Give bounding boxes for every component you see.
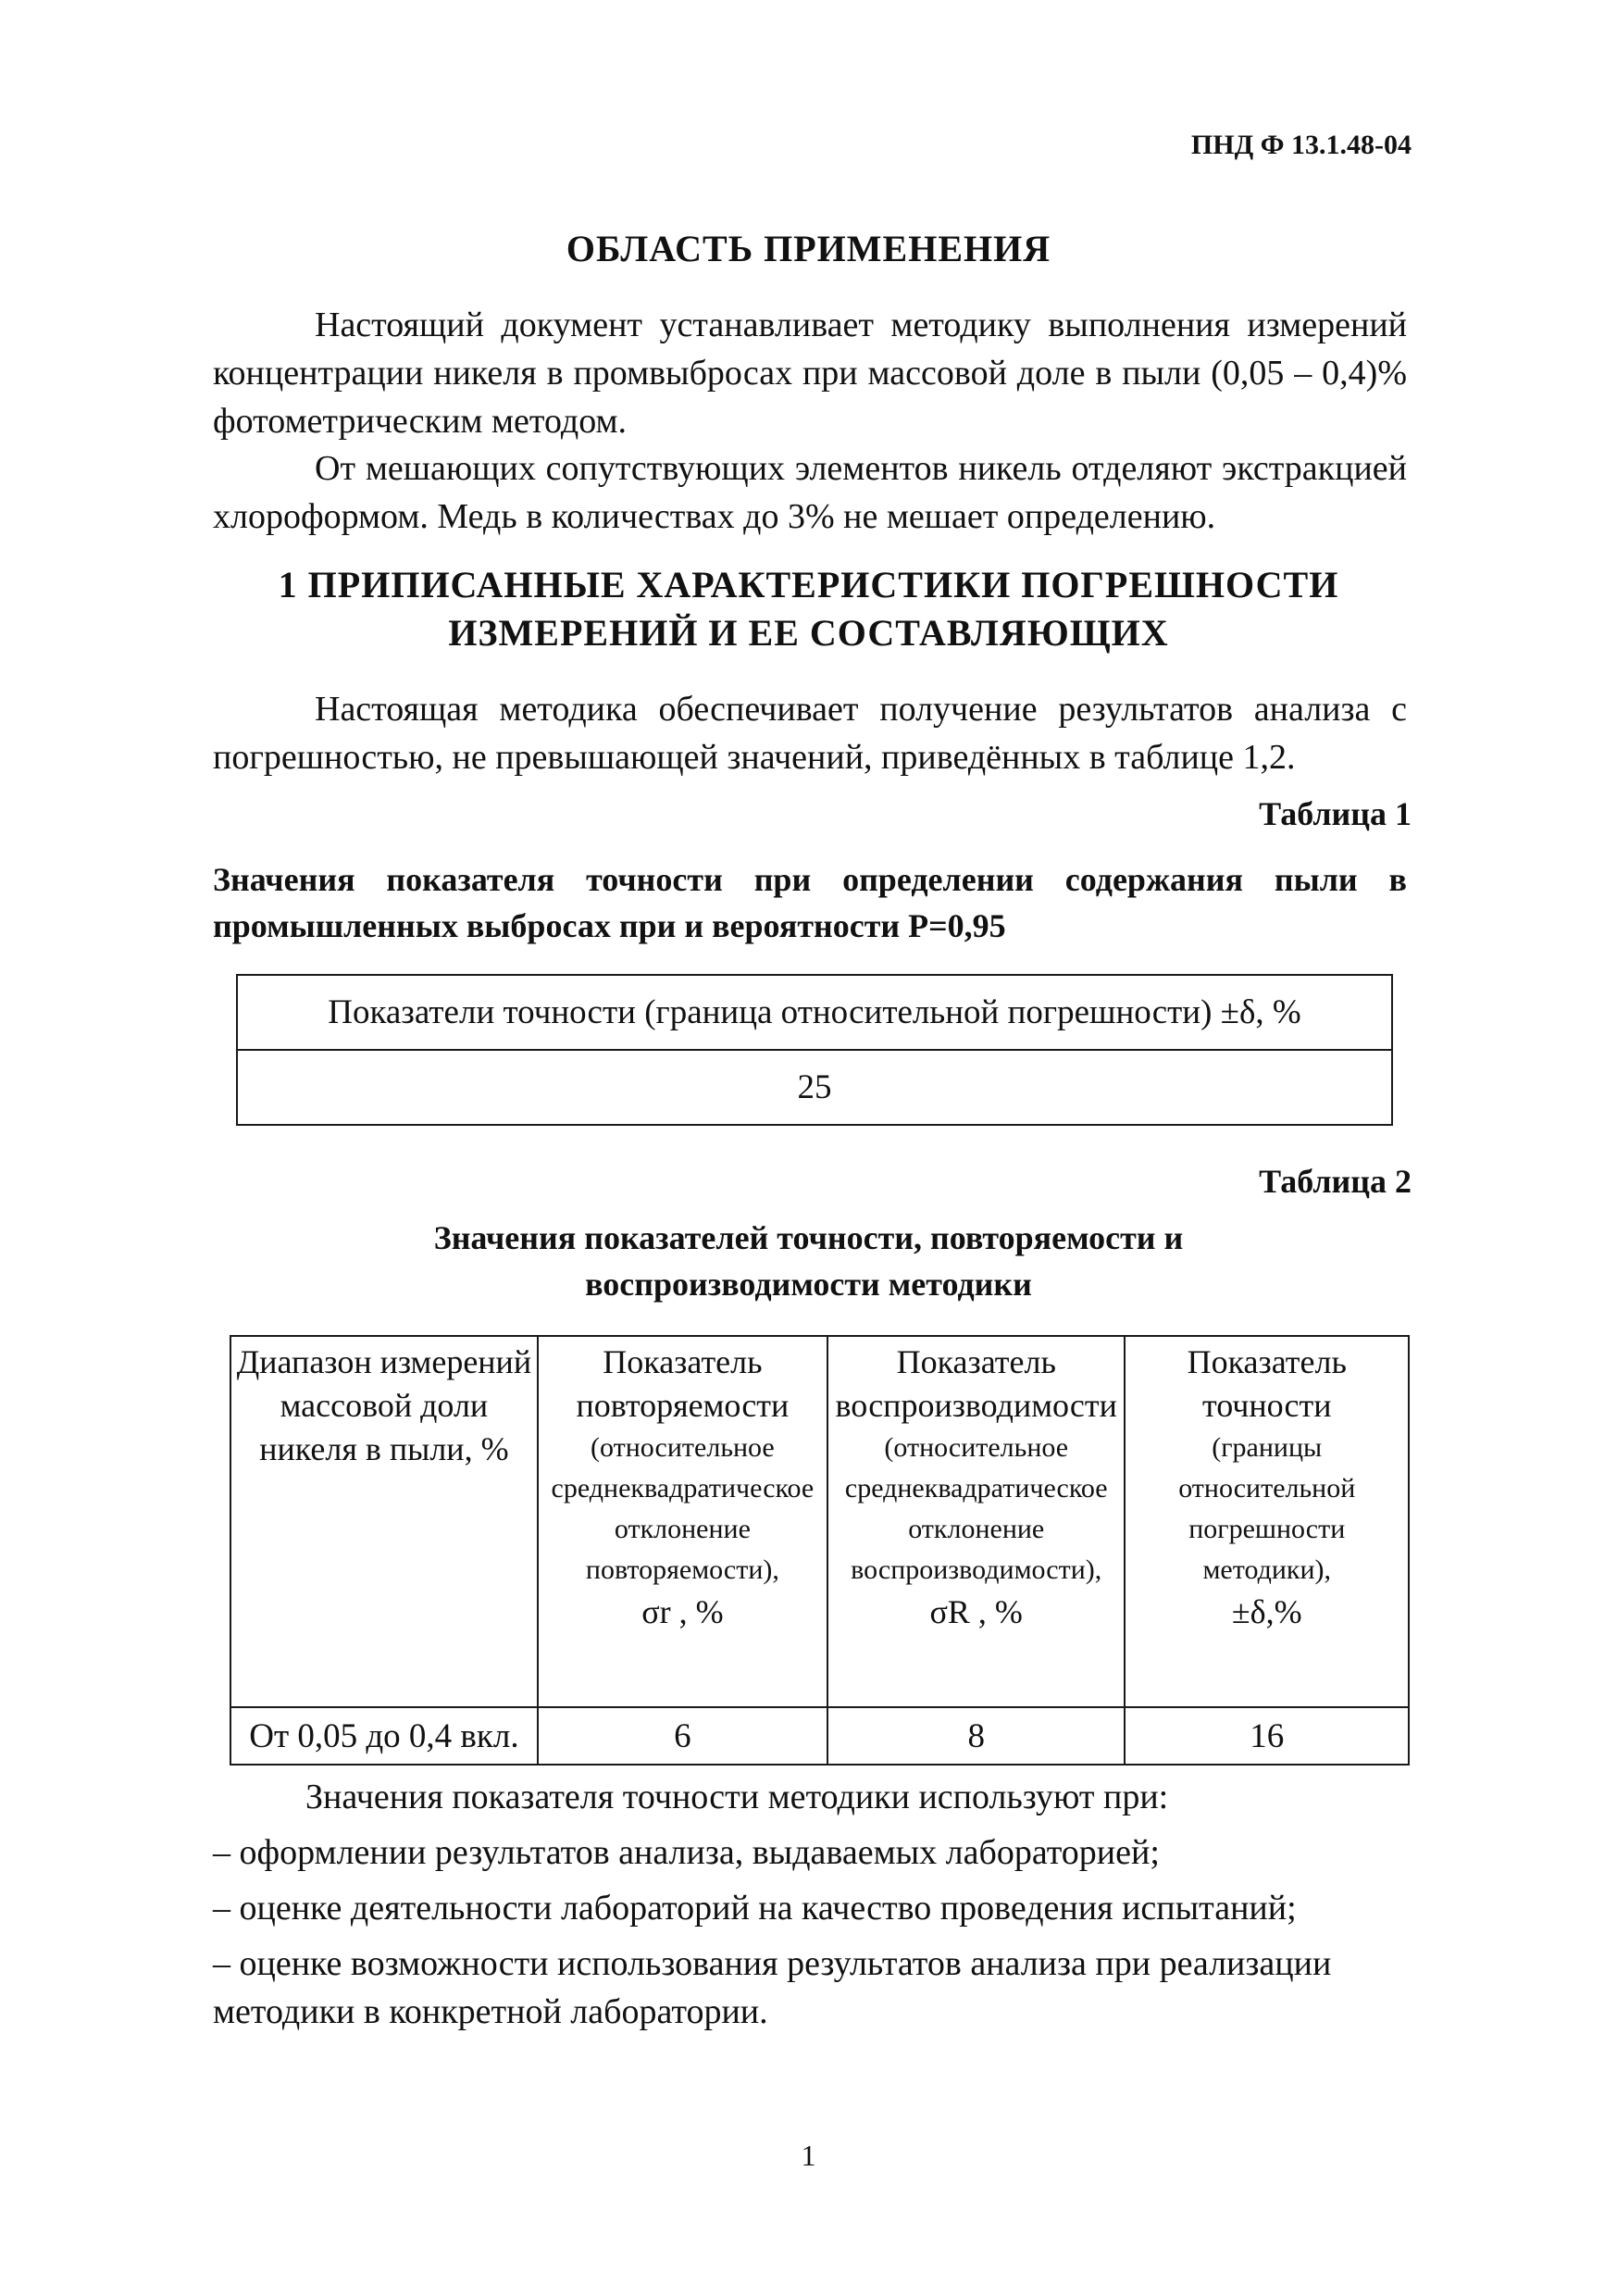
table2-cell-sigma-r: 6 [538, 1707, 827, 1765]
section1-paragraph: Настоящая методика обеспечивает получение результатов анализа с погрешностью, не превышающей значений, приведённых в таблице 1,2. [213, 690, 1407, 777]
table2-cell-delta: 16 [1125, 1707, 1409, 1765]
table2-cell-range: От 0,05 до 0,4 вкл. [230, 1707, 538, 1765]
page-number: 1 [801, 2139, 816, 2172]
table1-number: Таблица 1 [1259, 795, 1412, 832]
table2-col-range-label: Диапазон измерений массовой доли никеля в пыли, % [236, 1343, 532, 1467]
table2-col-repeatability-title: Показатель повторяемости [576, 1343, 790, 1424]
table1-value-cell: 25 [237, 1050, 1392, 1125]
table2-caption-line2: воспроизводимости методики [585, 1266, 1032, 1303]
table1-header-cell: Показатели точности (граница относительной погрешности) ±δ, % [237, 975, 1392, 1050]
scope-paragraph-1: Настоящий документ устанавливает методику выполнения измерений концентрации никеля в промвыбросах при массовой доле в пыли (0,05 – 0,4)% фотометрическим методом. [213, 306, 1407, 441]
table2-col-accuracy-title: Показатель точности [1187, 1343, 1347, 1424]
table2-col-reproducibility-header [827, 1336, 1126, 1707]
table2-col-range-header [230, 1336, 538, 1707]
table2-col-reproducibility-detail: (относительное среднеквадратическое отклонение воспроизводимости), [844, 1432, 1108, 1585]
list-item: – оформлении результатов анализа, выдаваемых лабораторией; [213, 1833, 1160, 1872]
section1-heading-line1: 1 ПРИПИСАННЫЕ ХАРАКТЕРИСТИКИ ПОГРЕШНОСТИ [278, 564, 1339, 605]
table-row [230, 1707, 1409, 1765]
table2-col-repeatability-detail: (относительное среднеквадратическое отклонение повторяемости), [551, 1432, 815, 1585]
usage-intro: Значения показателя точности методики используют при: [305, 1778, 1169, 1816]
table2-col-reproducibility-title: Показатель воспроизводимости [835, 1343, 1117, 1424]
section1-heading-line2: ИЗМЕРЕНИЙ И ЕЕ СОСТАВЛЯЮЩИХ [448, 612, 1169, 654]
table2-cell-sigma-R: 8 [827, 1707, 1126, 1765]
table2-caption-line1: Значения показателей точности, повторяемости и [433, 1219, 1184, 1256]
table1 [236, 974, 1393, 1126]
scope-heading: ОБЛАСТЬ ПРИМЕНЕНИЯ [566, 228, 1051, 269]
table2-col-repeatability-header [538, 1336, 827, 1707]
list-item: – оценке деятельности лабораторий на качество проведения испытаний; [213, 1889, 1297, 1928]
table1-caption: Значения показателя точности при определении содержания пыли в промышленных выбросах при и вероятности Р=0,95 [213, 861, 1407, 944]
table2-col-accuracy-header [1125, 1336, 1409, 1707]
table2-col-reproducibility-symbol: σR , % [929, 1593, 1023, 1630]
table2-col-repeatability-symbol: σr , % [641, 1593, 724, 1630]
document-id: ПНД Ф 13.1.48-04 [1190, 130, 1412, 160]
scope-paragraph-2: От мешающих сопутствующих элементов никель отделяют экстракцией хлороформом. Медь в количествах до 3% не мешает определению. [213, 449, 1407, 536]
table2-col-accuracy-symbol: ±δ,% [1231, 1593, 1302, 1630]
list-item: – оценке возможности использования результатов анализа при реализации методики в конкретной лаборатории. [213, 1944, 1332, 2031]
table2-number: Таблица 2 [1259, 1163, 1412, 1200]
table2-col-accuracy-detail: (границы относительной погрешности методики), [1178, 1432, 1356, 1585]
table2 [230, 1335, 1410, 1766]
